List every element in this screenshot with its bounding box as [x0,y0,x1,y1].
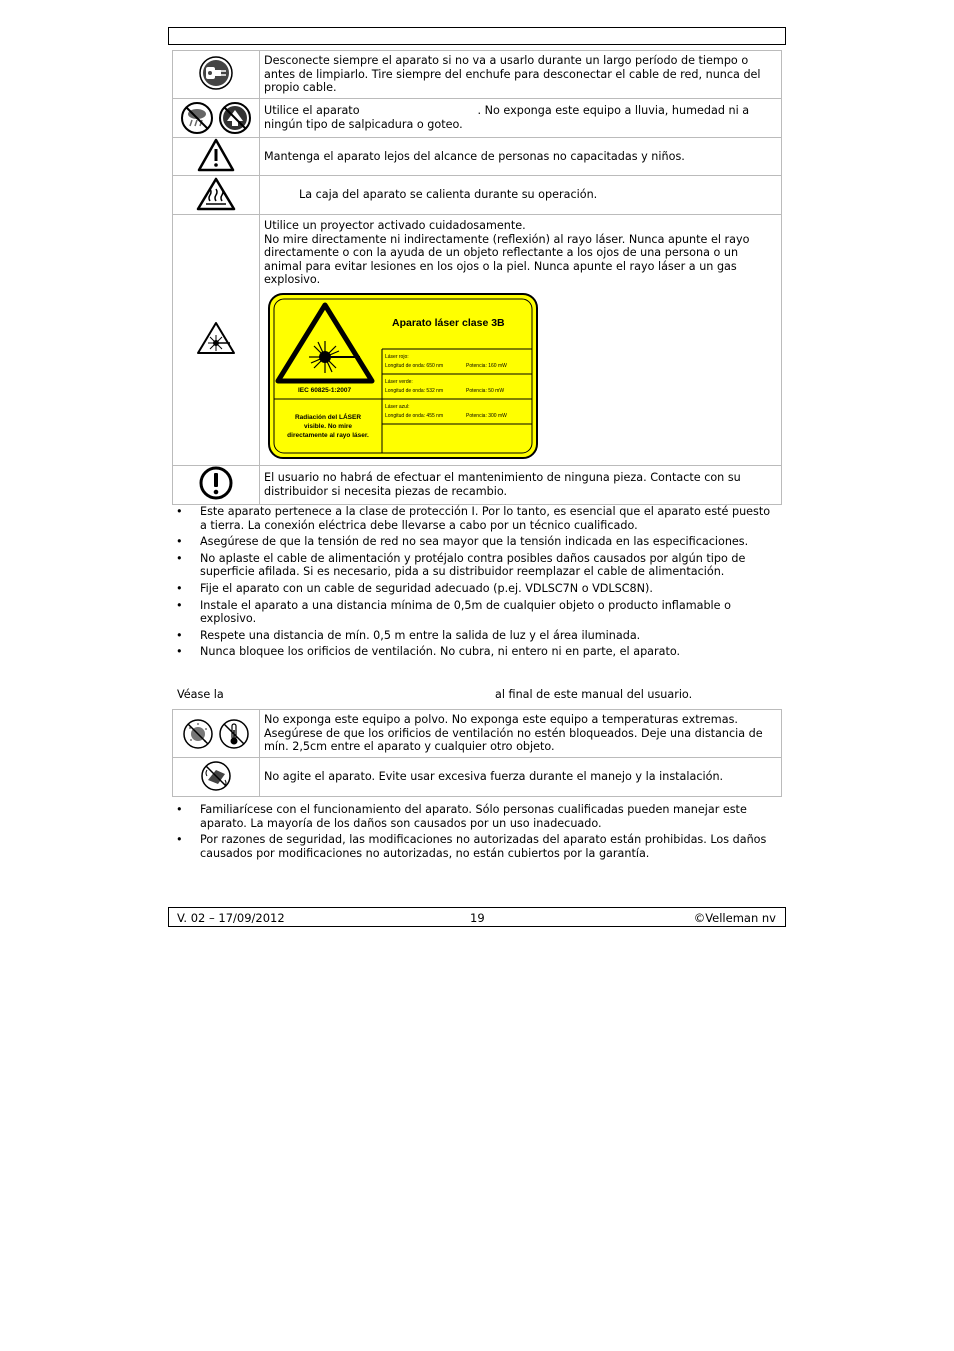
safety-text [260,99,782,138]
icon-cell [173,215,260,466]
safety-row [173,176,782,215]
laser-text-line: No mire directamente ni indirectamente (reflexión) al rayo láser. Nunca apunte el rayo directamente o con la ayuda de un objeto reflectante a los ojos de una persona o un animal para evitar lesiones en los ojos o la piel. Nunca apunte el rayo láser a un gas explosivo. [264,232,750,287]
warning-triangle-icon [197,138,235,172]
hot-surface-icon [196,177,236,211]
laser-warning-icon [196,321,236,355]
list-item: • Familiarícese con el funcionamiento del aparato. Sólo personas cualificadas pueden manejar este aparato. La mayoría de los daños son causados por un uso inadecuado. [172,803,778,830]
laser-standard: IEC 60825-1:2007 [298,386,352,394]
laser-row-power: Potencia: 160 mW [466,362,507,369]
icon-cell [173,51,260,99]
icon-cell [173,758,260,797]
laser-radiation-line: visible. No mire [303,422,353,430]
icon-cell [173,138,260,176]
list-item: • Instale el aparato a una distancia mínima de 0,5m de cualquier objeto o producto inflamable o explosivo. [172,599,778,626]
laser-row-power: Potencia: 50 mW [466,387,505,394]
unplug-icon [199,56,233,90]
safety-row [173,215,782,466]
exclamation-circle-icon [199,466,233,500]
laser-row-power: Potencia: 300 mW [466,412,507,419]
safety-text: No exponga este equipo a polvo. No exponga este equipo a temperaturas extremas. Asegúrese de que los orificios de ventilación no estén bloqueados. Deje una distancia de mín. 2,5cm entre el aparato y cualquier otro objeto. [260,710,782,758]
no-dust-icon [182,718,214,750]
laser-row-name: Láser verde: [385,378,413,385]
laser-radiation-line: directamente al rayo láser. [287,431,369,439]
safety-row [173,99,782,138]
safety-text: El usuario no habrá de efectuar el mantenimiento de ninguna pieza. Contacte con su distribuidor si necesita piezas de recambio. [260,465,782,504]
safety-text: Desconecte siempre el aparato si no va a usarlo durante un largo período de tiempo o antes de limpiarlo. Tire siempre del enchufe para desconectar el cable de red, nunca del propio cable. [260,51,782,99]
safety-row [173,710,782,758]
icon-cell [173,99,260,138]
list-item: • No aplaste el cable de alimentación y protéjalo contra posibles daños causados por algún tipo de superficie afilada. Si es necesario, pida a su distribuidor reemplazar el cable de alimentación. [172,552,778,579]
footer-version: V. 02 – 17/09/2012 [177,911,285,925]
safety-row [173,51,782,99]
laser-radiation-line: Radiación del LÁSER [294,413,362,421]
laser-row-name: Láser azul: [385,403,410,410]
laser-text-line: Utilice un proyector activado cuidadosamente. [264,219,526,232]
icon-cell [173,710,260,758]
list-item: • Fije el aparato con un cable de seguridad adecuado (p.ej. VDLSC7N o VDLSC8N). [172,582,778,596]
safety-table-1 [172,50,782,505]
safety-row [173,138,782,176]
no-extreme-temperature-icon [218,718,250,750]
safety-row [173,758,782,797]
footer-copyright: ©Velleman nv [693,911,776,925]
safety-text: La caja del aparato se calienta durante su operación. [260,176,782,215]
list-item: • Este aparato pertenece a la clase de protección I. Por lo tanto, es esencial que el aparato esté puesto a tierra. La conexión eléctrica debe llevarse a cabo por un técnico cualificado. [172,505,778,532]
no-rain-icon [180,101,214,135]
bullet-list-1 [172,505,778,662]
laser-class-label [268,293,538,459]
laser-label-title: Aparato láser clase 3B [392,316,505,329]
see-line-right: al final de este manual del usuario. [495,688,693,701]
laser-row-wavelength: Longitud de onda: 532 nm [385,387,444,394]
safety-text-part: . No exponga este equipo a lluvia, humedad ni a ningún tipo de salpicadura o goteo. [264,104,750,131]
list-item: • Asegúrese de que la tensión de red no sea mayor que la tensión indicada en las especificaciones. [172,535,778,549]
page-footer [168,907,786,927]
safety-text-part: Utilice el aparato [264,104,360,118]
safety-text: No agite el aparato. Evite usar excesiva fuerza durante el manejo y la instalación. [260,758,782,797]
laser-row-wavelength: Longitud de onda: 455 nm [385,412,444,419]
safety-row [173,465,782,504]
safety-text: Mantenga el aparato lejos del alcance de personas no capacitadas y niños. [260,138,782,176]
see-line-left: Véase la [177,688,224,701]
no-shaking-icon [199,760,233,792]
icon-cell [173,176,260,215]
footer-page-number: 19 [470,911,485,925]
safety-table-2 [172,709,782,797]
bullet-list-2 [172,803,778,863]
list-item: • Respete una distancia de mín. 0,5 m entre la salida de luz y el área iluminada. [172,629,778,643]
list-item: • Por razones de seguridad, las modificaciones no autorizadas del aparato están prohibidas. Los daños causados por modificaciones no autorizadas, no están cubiertos por la garantía. [172,833,778,860]
list-item: • Nunca bloquee los orificios de ventilación. No cubra, ni entero ni en parte, el aparato. [172,645,778,659]
laser-row-wavelength: Longitud de onda: 650 nm [385,362,444,369]
page-header-box [168,27,786,45]
laser-row-name: Láser rojo: [385,353,409,360]
indoor-plug-icon [218,101,252,135]
safety-text [260,215,782,466]
see-warranty-line [177,688,777,702]
icon-cell [173,465,260,504]
